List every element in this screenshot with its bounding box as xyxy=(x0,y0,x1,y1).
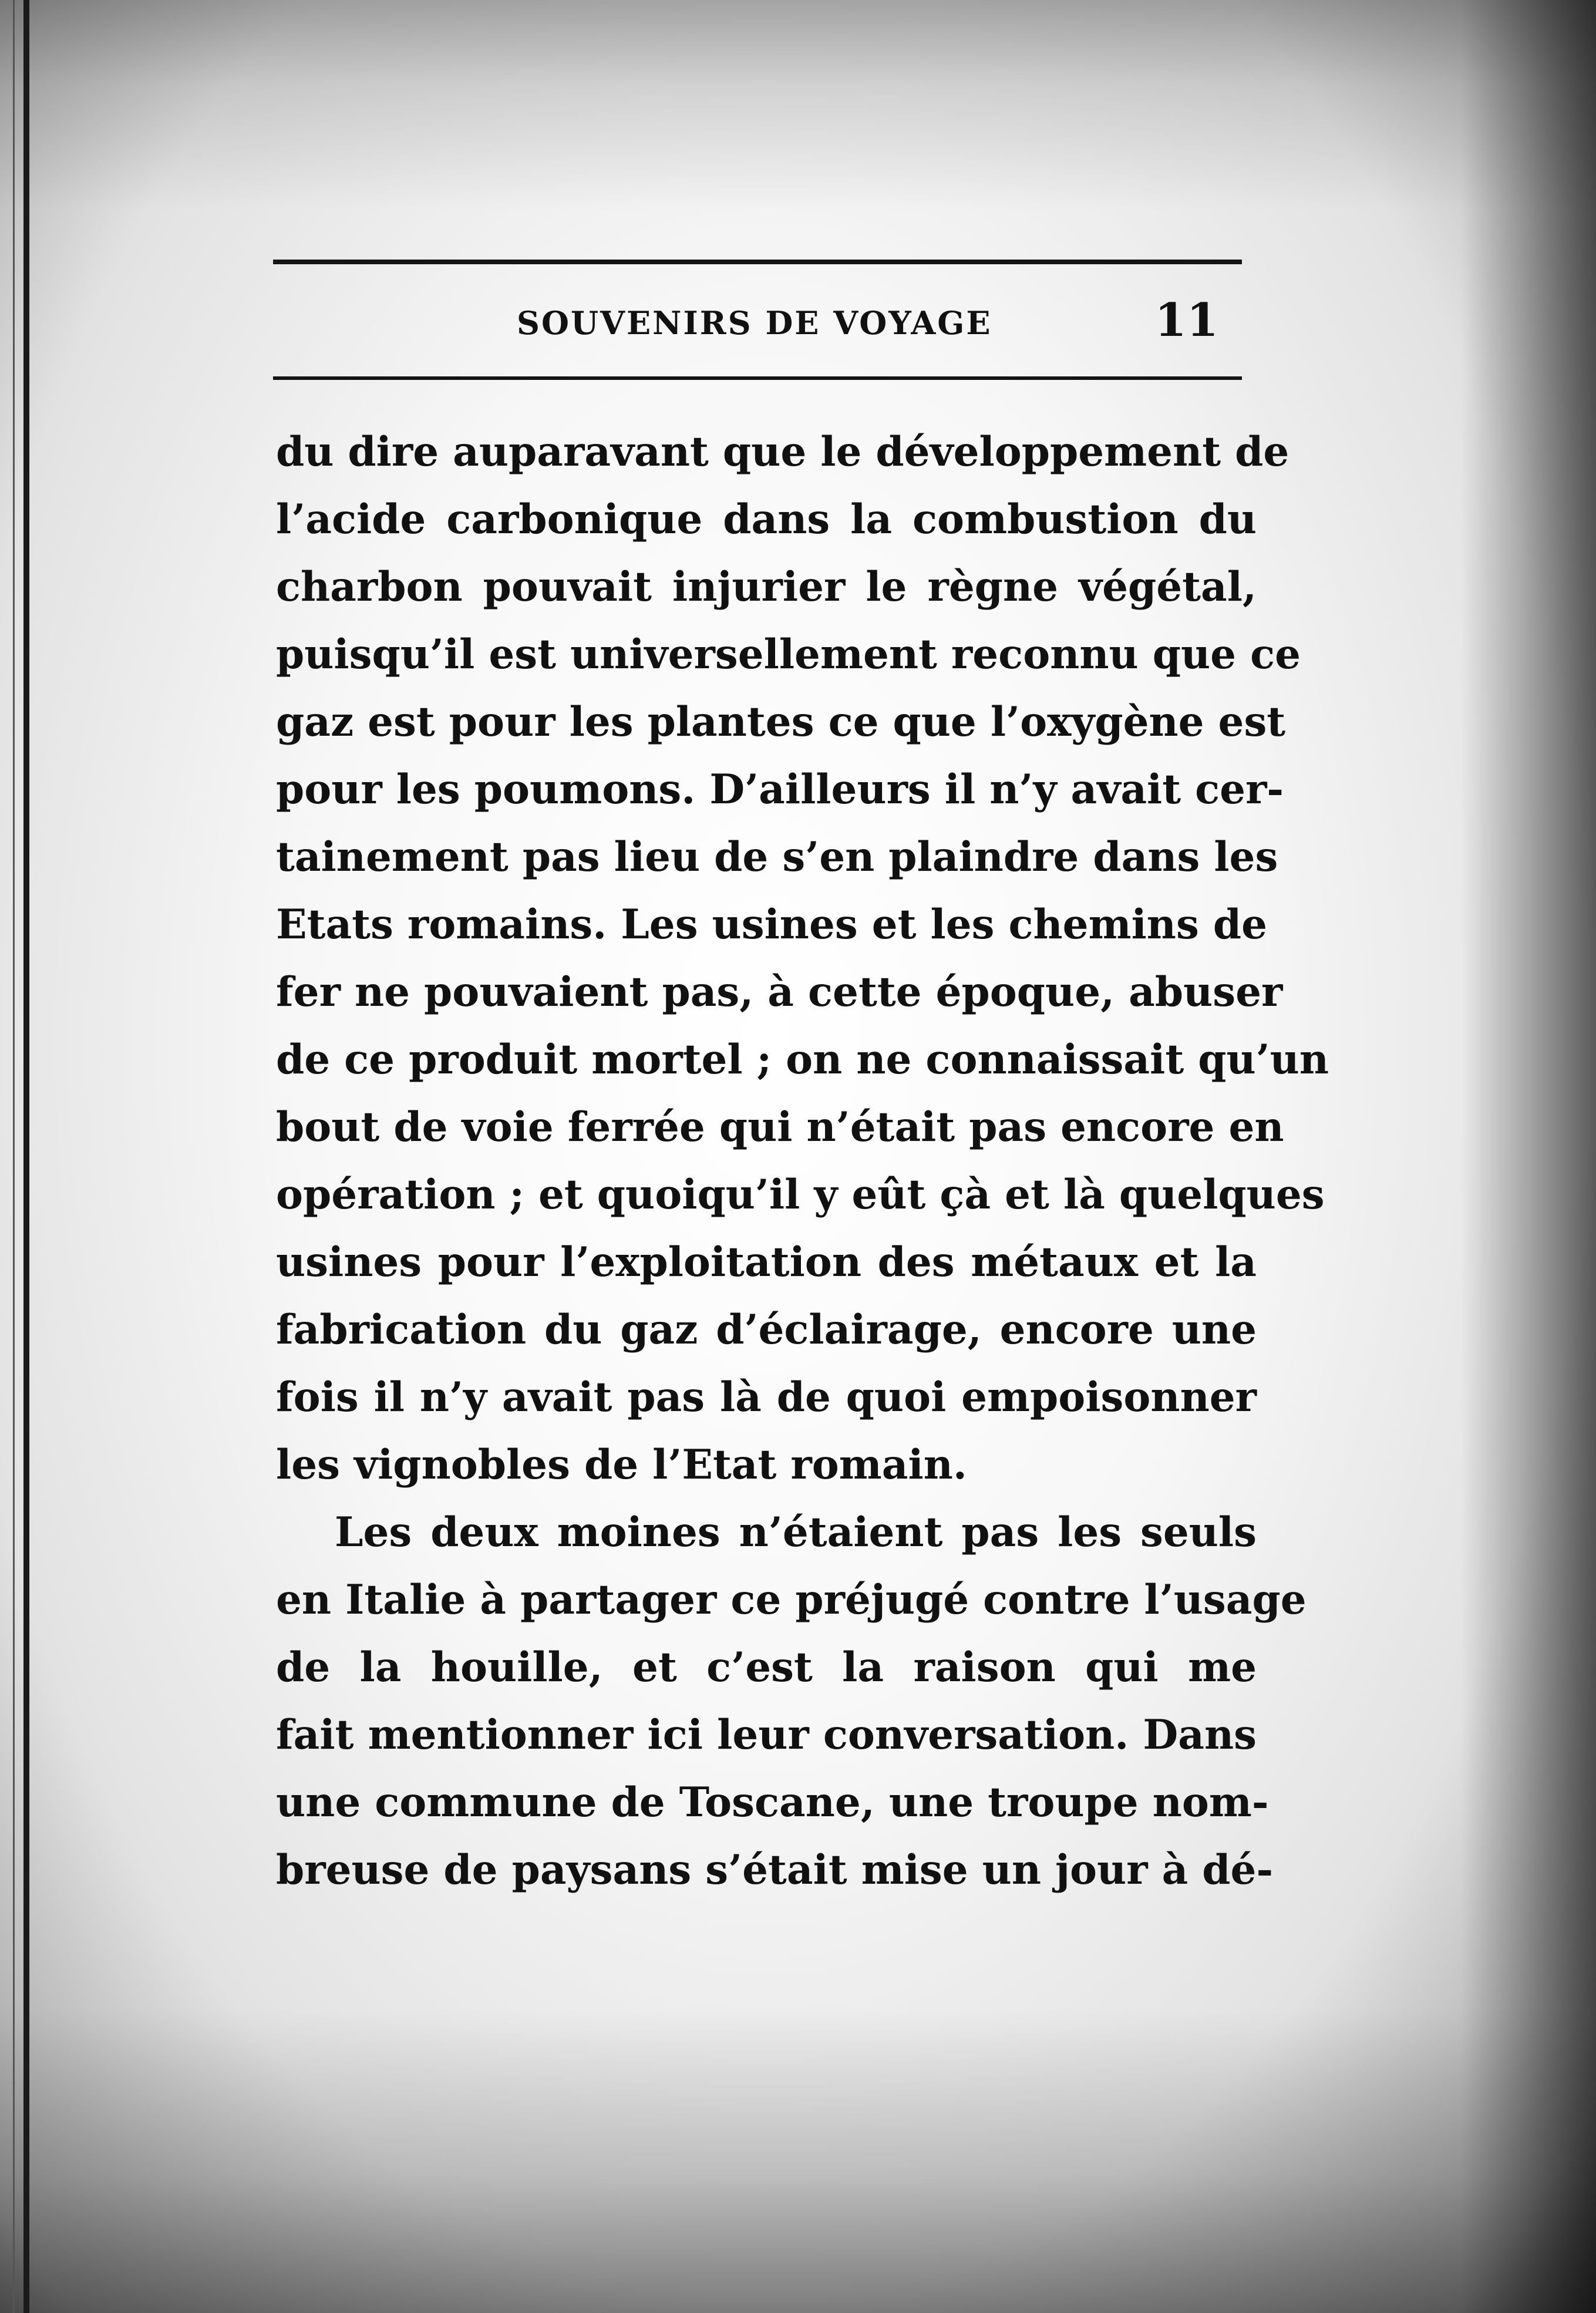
text-line: tainement pas lieu de s’en plaindre dans les xyxy=(276,833,1278,881)
text-line: en Italie à partager ce préjugé contre l’usage xyxy=(276,1576,1307,1624)
header-rule-bottom xyxy=(273,376,1242,380)
text-line: fois il n’y avait pas là de quoi empoisonner xyxy=(276,1373,1257,1421)
text-line: puisqu’il est universellement reconnu que ce xyxy=(276,631,1301,678)
text-line: pour les poumons. D’ailleurs il n’y avait cer- xyxy=(276,766,1284,813)
page-shadow-bottom xyxy=(0,2008,1596,2313)
page-number: 11 xyxy=(1154,294,1218,347)
text-line: breuse de paysans s’était mise un jour à dé- xyxy=(276,1846,1274,1894)
text-line: une commune de Toscane, une troupe nom- xyxy=(276,1779,1269,1826)
text-line-paragraph-end: les vignobles de l’Etat romain. xyxy=(276,1441,967,1489)
text-line: bout de voie ferrée qui n’était pas encore en xyxy=(276,1103,1284,1151)
text-line: opération ; et quoiqu’il y eût çà et là quelques xyxy=(276,1171,1325,1218)
running-title: SOUVENIRS DE VOYAGE xyxy=(517,304,992,342)
page-shadow-right xyxy=(1461,0,1596,2313)
text-line: charbon pouvait injurier le règne végétal, xyxy=(276,563,1257,611)
running-head xyxy=(273,288,1242,358)
text-line: Etats romains. Les usines et les chemins de xyxy=(276,901,1267,948)
binding-line-outer xyxy=(13,0,15,2313)
text-line-paragraph-start: Les deux moines n’étaient pas les seuls xyxy=(335,1509,1257,1556)
page-shadow-top xyxy=(0,0,1596,211)
text-line: de la houille, et c’est la raison qui me xyxy=(276,1644,1257,1691)
text-line: usines pour l’exploitation des métaux et la xyxy=(276,1238,1257,1286)
text-line: fabrication du gaz d’éclairage, encore une xyxy=(276,1306,1257,1354)
text-line: fait mentionner ici leur conversation. Dans xyxy=(276,1711,1257,1759)
text-line: l’acide carbonique dans la combustion du xyxy=(276,496,1257,543)
text-line: fer ne pouvaient pas, à cette époque, abuser xyxy=(276,968,1283,1016)
text-line: de ce produit mortel ; on ne connaissait qu’un xyxy=(276,1036,1329,1083)
text-line: du dire auparavant que le développement de xyxy=(276,428,1289,476)
text-line: gaz est pour les plantes ce que l’oxygène est xyxy=(276,698,1286,746)
binding-line xyxy=(23,0,29,2313)
body-text xyxy=(276,418,1329,1904)
header-rule-top xyxy=(273,260,1242,264)
